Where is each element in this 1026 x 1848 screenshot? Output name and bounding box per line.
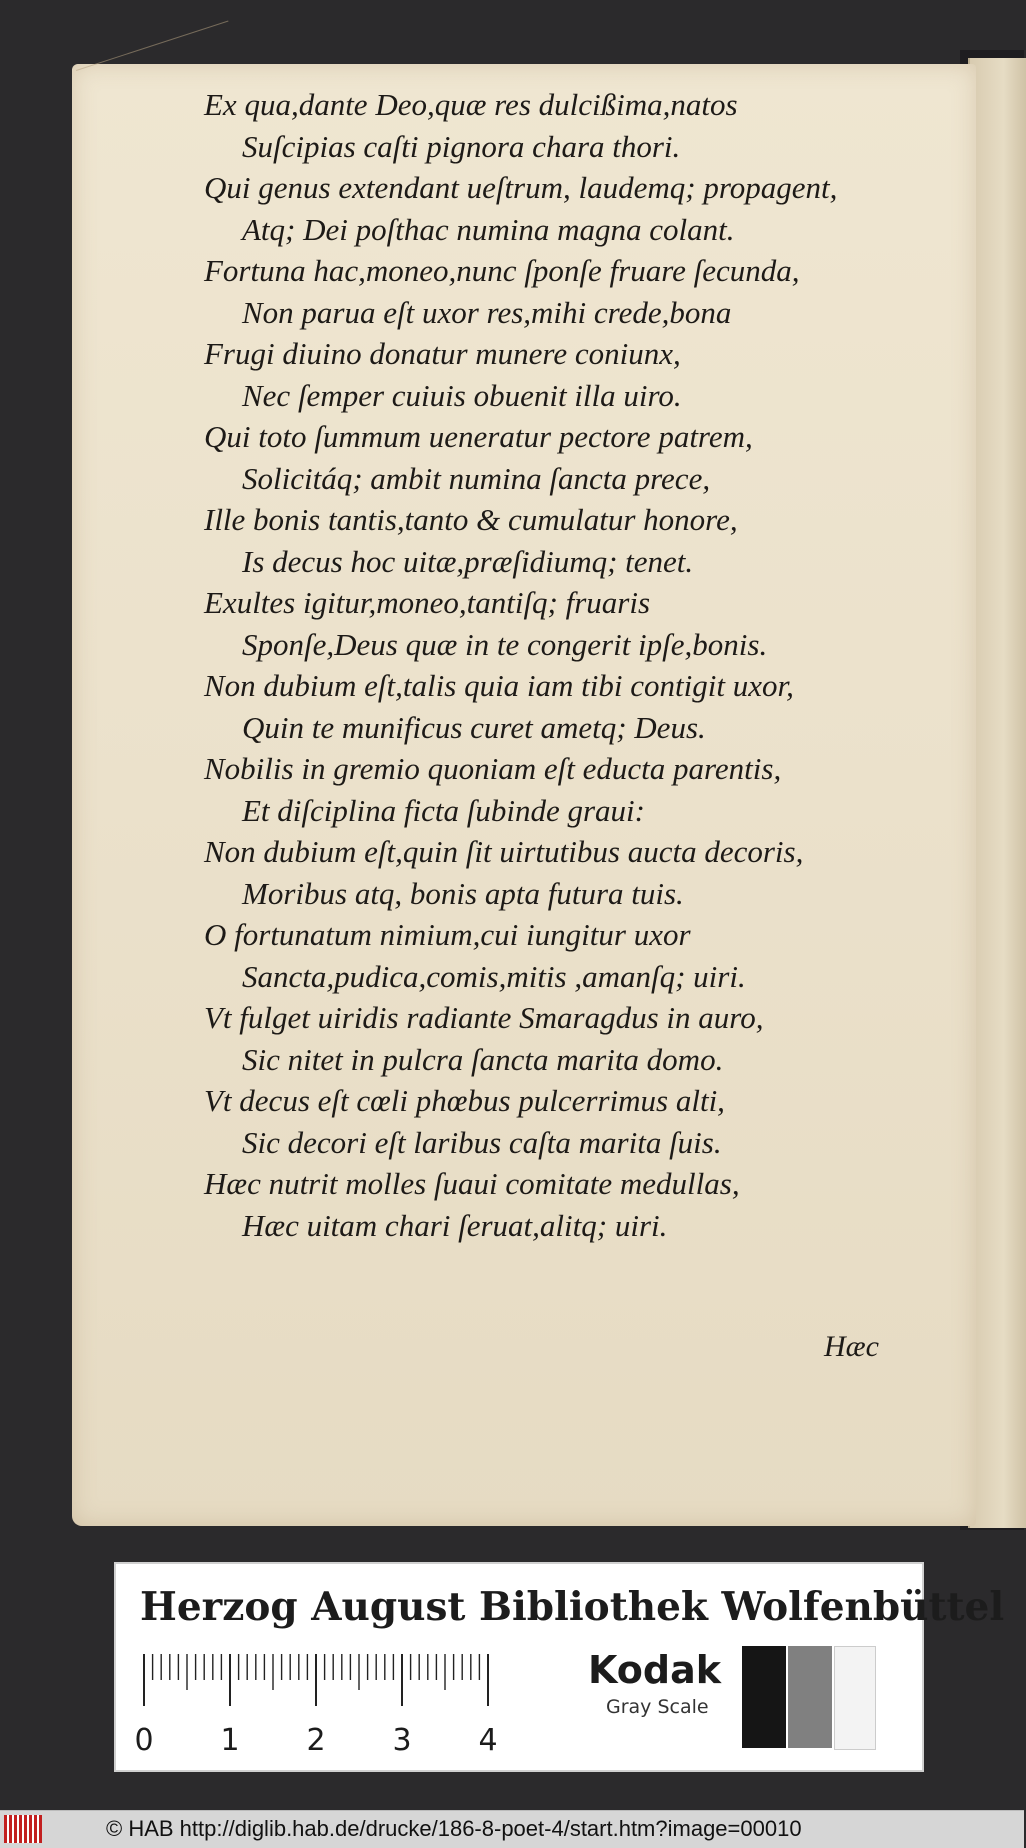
gray-scale-label: Gray Scale [606,1696,709,1718]
footer-url[interactable]: © HAB http://diglib.hab.de/drucke/186-8-poet-4/start.htm?image=00010 [106,1816,802,1841]
poem-line: Nobilis in gremio quoniam eſt educta parentis, [204,751,782,786]
poem-line: Sic nitet in pulcra ſancta marita domo. [242,1041,724,1077]
poem-line: Solicitáq; ambit numina ſancta prece, [242,460,711,496]
poem-line: Exultes igitur,moneo,tantiſq; fruaris [204,585,651,620]
poem-line: Ille bonis tantis,tanto & cumulatur honore, [204,502,738,537]
next-page-edge [968,58,1026,1528]
library-name: Herzog August Bibliothek Wolfenbüttel [140,1584,1005,1630]
poem-line: Sponſe,Deus quæ in te congerit ipſe,bonis. [242,626,768,662]
poem-line: Vt fulget uiridis radiante Smaragdus in auro, [204,1000,764,1035]
poem-line: Fortuna hac,moneo,nunc ſponſe fruare ſecunda, [204,253,800,288]
poem-line: Non parua eſt uxor res,mihi crede,bona [242,294,732,330]
catchword: Hæc [824,1330,879,1363]
poem-line: Et diſciplina ficta ſubinde graui: [242,792,645,828]
poem-line: Frugi diuino donatur munere coniunx, [204,336,681,371]
ruler [134,1654,570,1764]
poem-line: O fortunatum nimium,cui iungitur uxor [204,917,691,952]
poem-line: Hæc nutrit molles ſuaui comitate medullas, [204,1166,740,1201]
poem-text [204,84,924,1246]
poem-line: Qui genus extendant ueſtrum, laudemq; propagent, [204,170,838,205]
poem-line: Vt decus eſt cœli phœbus pulcerrimus alti, [204,1083,725,1118]
swatch-black [742,1646,786,1748]
poem-line: Non dubium eſt,talis quia iam tibi contigit uxor, [204,668,794,703]
ruler-number: 2 [306,1723,326,1758]
poem-line: Qui toto ſummum ueneratur pectore patrem, [204,419,753,454]
poem-line: Nec ſemper cuiuis obuenit illa uiro. [242,377,682,413]
poem-line: Is decus hoc uitæ,præſidiumq; tenet. [242,543,694,579]
poem-line: Ex qua,dante Deo,quæ res dulcißima,natos [204,87,738,122]
hab-logo-icon [4,1815,42,1843]
color-calibration-bar [114,1562,1005,1772]
ruler-number: 0 [134,1723,154,1758]
kodak-logo-text: Kodak [588,1648,721,1692]
poem-line: Non dubium eſt,quin ſit uirtutibus aucta decoris, [204,834,804,869]
swatch-gray [788,1646,832,1748]
swatch-white [834,1646,876,1750]
ruler-labels [134,1723,497,1758]
ruler-ticks [144,1654,488,1706]
ruler-number: 4 [478,1723,498,1758]
poem-line: Quin te munificus curet ametq; Deus. [242,709,706,745]
poem-line: Suſcipias caſti pignora chara thori. [242,128,681,164]
ruler-number: 3 [392,1723,412,1758]
ruler-number: 1 [220,1723,240,1758]
footer-bar [0,1810,1024,1848]
poem-line: Hæc uitam chari ſeruat,alitq; uiri. [242,1207,668,1243]
poem-line: Moribus atq, bonis apta futura tuis. [242,875,684,911]
poem-line: Sancta,pudica,comis,mitis ,amanſq; uiri. [242,958,746,994]
poem-line: Sic decori eſt laribus caſta marita ſuis. [242,1124,722,1160]
poem-line: Atq; Dei poſthac numina magna colant. [242,211,735,247]
